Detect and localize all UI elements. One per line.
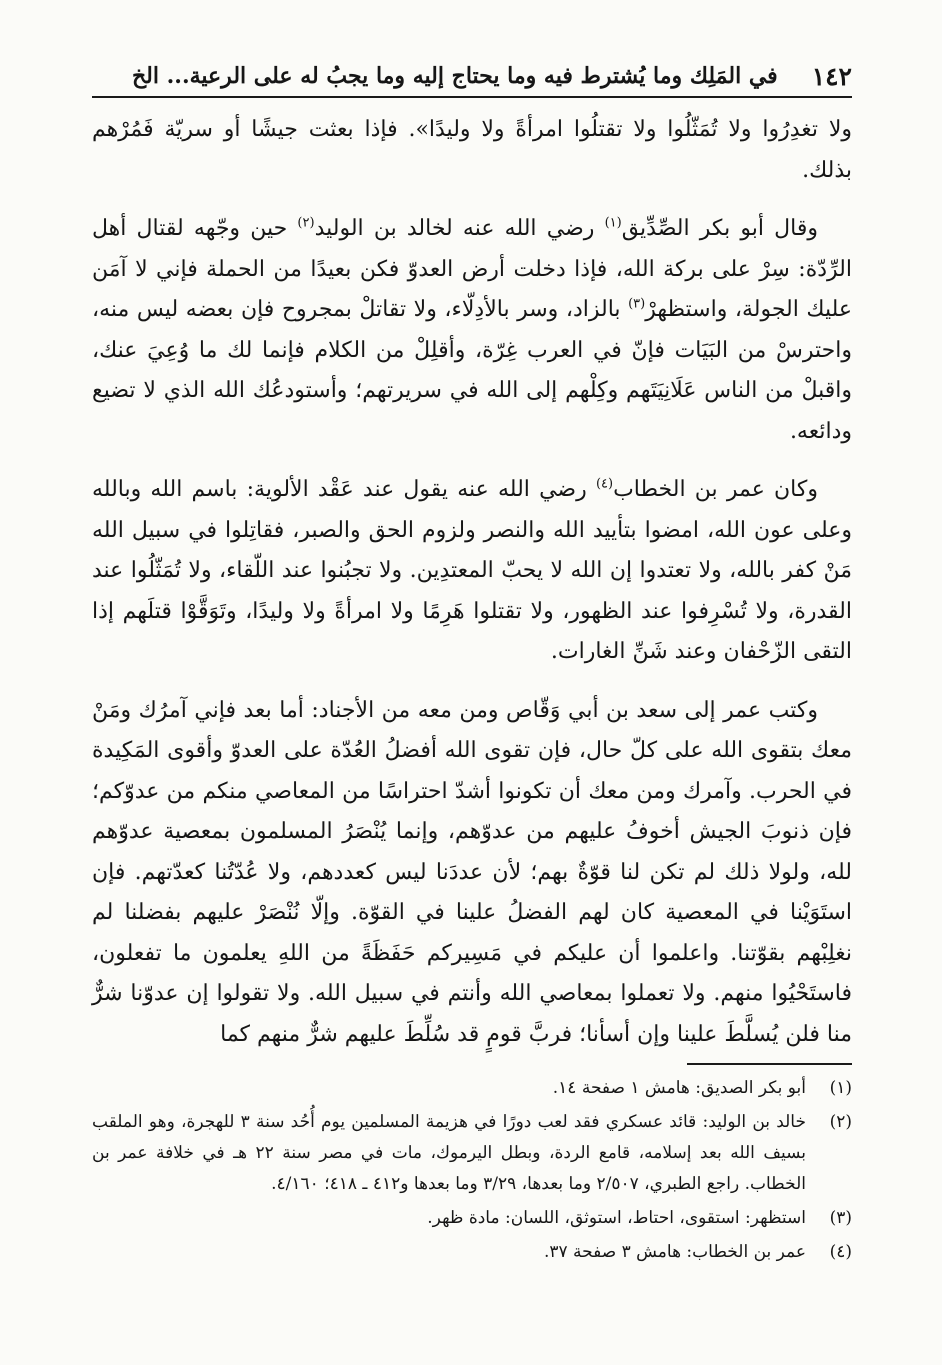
footnotes — [92, 1073, 852, 1271]
footnote-ref-4: (٤) — [595, 476, 614, 492]
paragraph-2-text-b: رضي الله عنه لخالد بن الوليد — [314, 216, 605, 241]
running-title: في المَلِك وما يُشترط فيه وما يحتاج إليه وما يجبُ له على الرعية... الخ — [131, 63, 778, 89]
paragraph-4: وكتب عمر إلى سعد بن أبي وَقّاص ومن معه من الأجناد: أما بعد فإني آمرُك ومَنْ معك بتقوى الله على كلّ حال، فإن تقوى الله أفضلُ العُدّة على العدوّ وأقوى المَكِيدة في الحرب. وآمرك ومن معك أن تكونوا أشدّ احتراسًا من المعاصي منكم من عدوّكم؛ فإن ذنوبَ الجيش أخوفُ عليهم من عدوّهم، وإنما يُنْصَرُ المسلمون بمعصية عدوّهم لله، ولولا ذلك لم تكن لنا قوّةٌ بهم؛ لأن عددَنا ليس كعددهم، ولا عُدّتُنا كعدّتهم. فإن استَوَيْنا في المعصية كان لهم الفضلُ علينا في القوّة. وإلّا نُنْصَرْ عليهم بفضلنا لم نغلِبْهم بقوّتنا. واعلموا أن عليكم في مَسِيركم حَفَظَةً من اللهِ يعلمون ما تفعلون، فاستَحْيُوا منهم. ولا تعملوا بمعاصي الله وأنتم في سبيل الله. ولا تقولوا إن عدوّنا شرٌّ منا فلن يُسلَّطَ علينا وإن أسأنا؛ فربَّ قومٍ قد سُلِّطَ عليهم شرٌّ منهم كما — [92, 697, 852, 1047]
footnote-text: أبو بكر الصديق: هامش ١ صفحة ١٤. — [552, 1078, 806, 1098]
paragraph-1: ولا تغدِرُوا ولا تُمَثّلُوا ولا تقتلُوا امرأةً ولا وليدًا». فإذا بعثت جيشًا أو سريّة فَمُرْهم بذلك. — [92, 117, 852, 183]
footnote-number: (٣) — [829, 1208, 852, 1228]
paragraph-3 — [92, 470, 852, 673]
footnote-1 — [92, 1073, 852, 1104]
footnote-number: (٢) — [829, 1112, 852, 1132]
footnote-3 — [92, 1203, 852, 1234]
footnote-number: (١) — [829, 1078, 852, 1098]
footnote-2 — [92, 1107, 852, 1200]
footnote-text: عمر بن الخطاب: هامش ٣ صفحة ٣٧. — [543, 1242, 806, 1262]
running-header — [92, 56, 852, 98]
footnote-ref-3: (٣) — [628, 296, 646, 312]
footnote-divider — [687, 1063, 852, 1065]
footnote-4 — [92, 1237, 852, 1268]
footnote-ref-1: (١) — [604, 215, 622, 231]
footnote-text: استظهر: استقوى، احتاط، استوثق، اللسان: مادة ظهر. — [427, 1208, 806, 1228]
main-text — [92, 110, 852, 1073]
footnote-number: (٤) — [829, 1242, 852, 1262]
paragraph-2 — [92, 209, 852, 452]
paragraph-2-text-c: حين وجّهه لقتال أهل الرِّدّة: سِرْ على بركة الله، فإذا دخلت أرض العدوّ فكن بعيدًا من الحملة فإني لا آمَن عليك الجولة، واستظهرْ — [92, 216, 852, 322]
paragraph-2-text-d: بالزاد، وسر بالأدِلّاء، ولا تقاتلْ بمجروح فإن بعضه ليس منه، واحترسْ من البَيَات فإنّ في العرب غِرّة، وأقلِلْ من الكلام فإنما لك ما وُعِيَ عنك، واقبلْ من الناس عَلَانِيَتَهم وكِلْهم إلى الله في سريرتهم؛ وأستودعُك الله الذي لا تضيع ودائعه. — [92, 297, 852, 444]
paragraph-3-text-a: وكان عمر بن الخطاب — [613, 477, 818, 502]
footnote-ref-2: (٢) — [297, 215, 315, 231]
footnote-text: خالد بن الوليد: قائد عسكري فقد لعب دورًا في هزيمة المسلمين يوم أُحُد سنة ٣ للهجرة، وهو الملقب بسيف الله بعد إسلامه، قامع الردة، وبطل اليرموك، مات في مصر سنة ٢٢ هـ في خلافة عمر بن الخطاب. راجع الطبري، ٢/٥٠٧ وما بعدها، ٣/٢٩ وما بعدها و٤١٢ ـ ٤١٨؛ ٤/١٦٠. — [92, 1112, 806, 1194]
paragraph-3-text-b: رضي الله عنه يقول عند عَقْد الألوية: باسم الله وبالله وعلى عون الله، امضوا بتأييد الله والنصر ولزوم الحق والصبر، فقاتِلوا في سبيل الله مَنْ كفر بالله، ولا تعتدوا إن الله لا يحبّ المعتدِين. ولا تجبُنوا عند اللّقاء، ولا تُمَثّلُوا عند القدرة، ولا تُسْرِفوا عند الظهور، ولا تقتلوا هَرِمًا ولا امرأةً ولا وليدًا، وتَوَقَّوْا قتلَهم إذا التقى الزّحْفان وعند شَنِّ الغارات. — [92, 477, 852, 664]
page-number: ١٤٢ — [811, 61, 852, 91]
paragraph-2-text-a: وقال أبو بكر الصِّدِّيق — [621, 216, 819, 241]
